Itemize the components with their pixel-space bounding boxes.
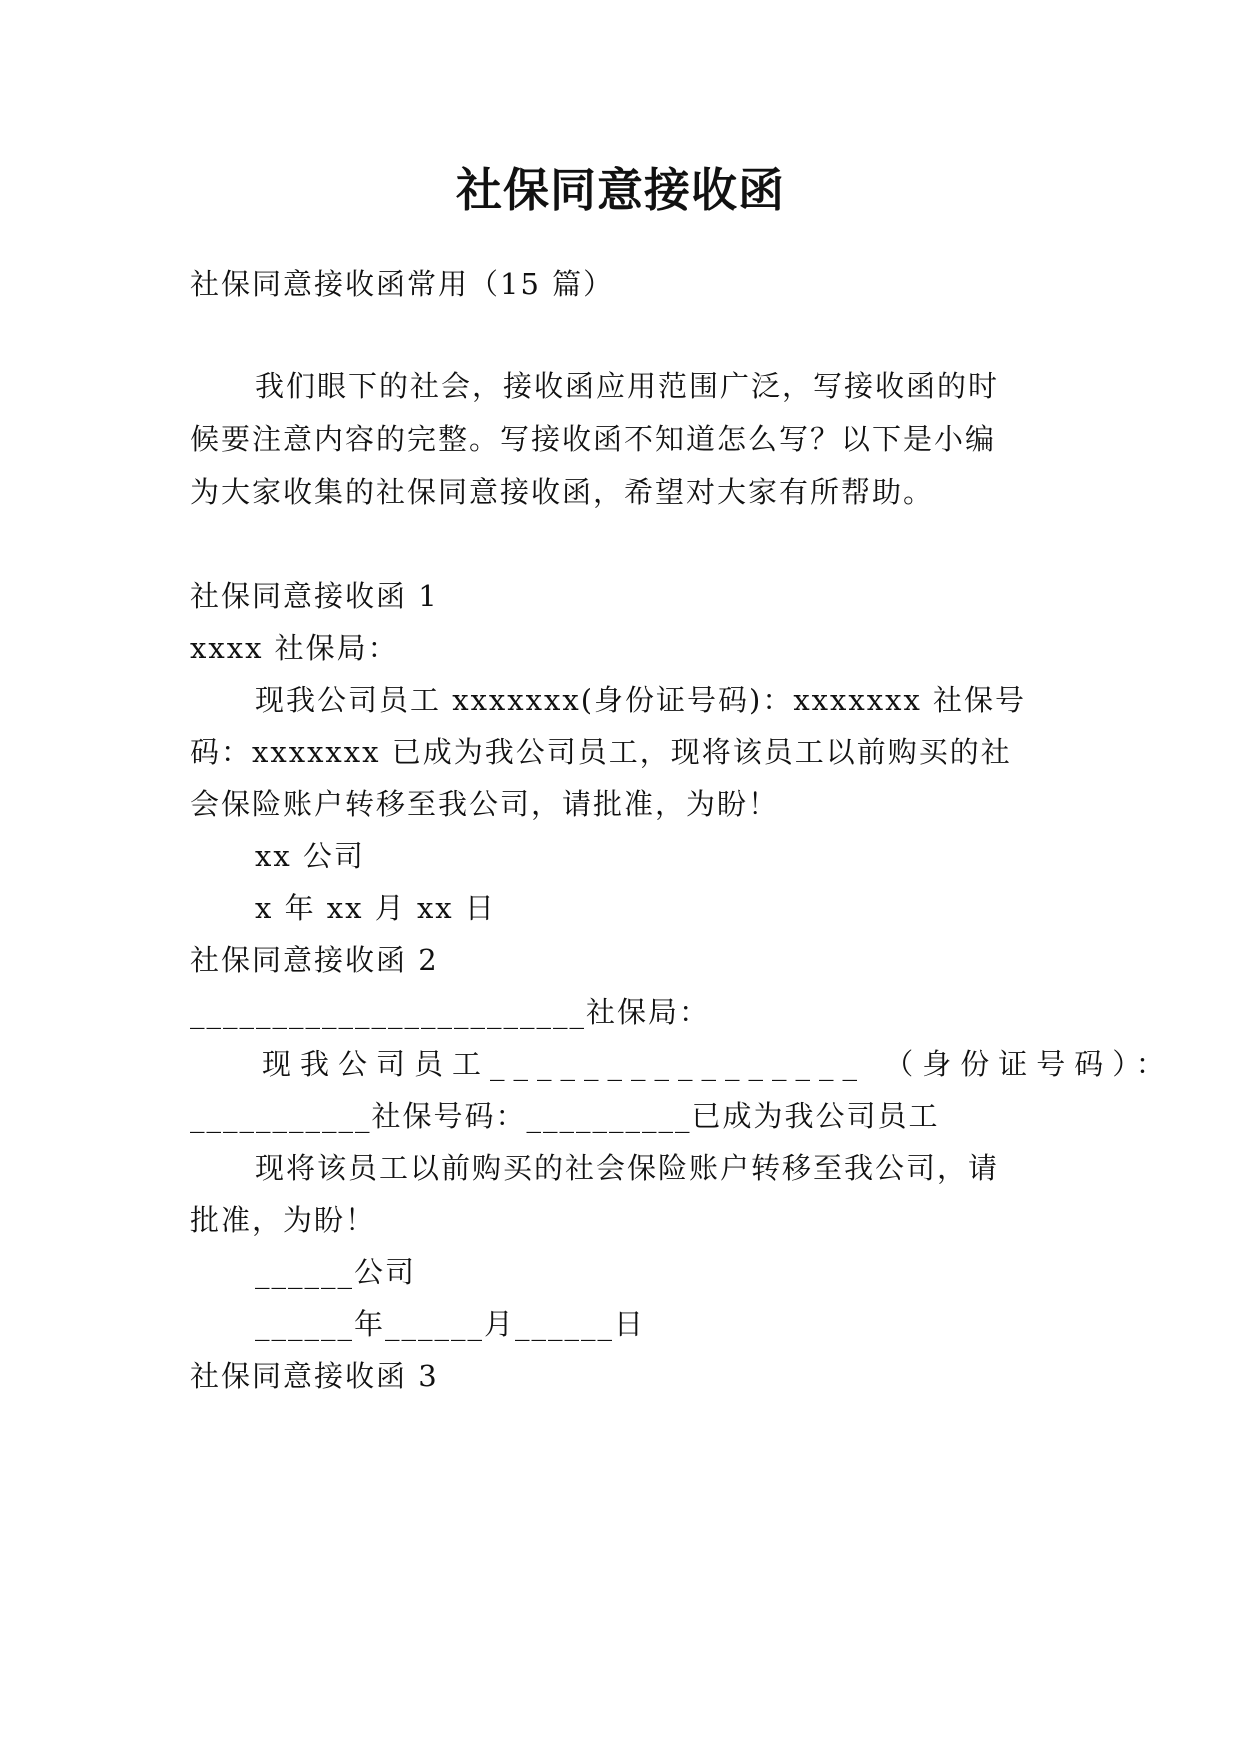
letter2-salutation: ________________________社保局： <box>190 995 711 1029</box>
letter1-body-line-2: 码：xxxxxxx 已成为我公司员工，现将该员工以前购买的社 <box>190 735 1012 769</box>
letter2-body-line-2: ___________社保号码：__________已成为我公司员工 <box>190 1099 940 1133</box>
letter1-body-line-1: 现我公司员工 xxxxxxx(身份证号码)：xxxxxxx 社保号 <box>255 683 1027 717</box>
document-title: 社保同意接收函 <box>456 163 785 217</box>
letter2-company: ______公司 <box>255 1255 417 1289</box>
intro-line-3: 为大家收集的社保同意接收函，希望对大家有所帮助。 <box>190 475 935 509</box>
letter2-body-line-1: 现我公司员工________________ （身份证号码）： <box>262 1047 1174 1081</box>
letter1-body-line-3: 会保险账户转移至我公司，请批准，为盼！ <box>190 787 780 821</box>
letter3-heading: 社保同意接收函 3 <box>190 1359 439 1393</box>
letter1-date: x 年 xx 月 xx 日 <box>255 891 496 925</box>
letter1-company: xx 公司 <box>255 839 365 873</box>
document-subtitle: 社保同意接收函常用（15 篇） <box>190 267 615 301</box>
letter2-date: ______年______月______日 <box>255 1307 646 1341</box>
letter2-heading: 社保同意接收函 2 <box>190 943 439 977</box>
intro-line-2: 候要注意内容的完整。写接收函不知道怎么写？以下是小编 <box>190 422 997 456</box>
letter2-body-line-3: 现将该员工以前购买的社会保险账户转移至我公司，请 <box>255 1151 1000 1185</box>
letter1-heading: 社保同意接收函 1 <box>190 579 439 613</box>
letter1-salutation: xxxx 社保局： <box>190 631 399 665</box>
intro-line-1: 我们眼下的社会，接收函应用范围广泛，写接收函的时 <box>255 369 1000 403</box>
letter2-body-line-4: 批准，为盼！ <box>190 1203 377 1237</box>
